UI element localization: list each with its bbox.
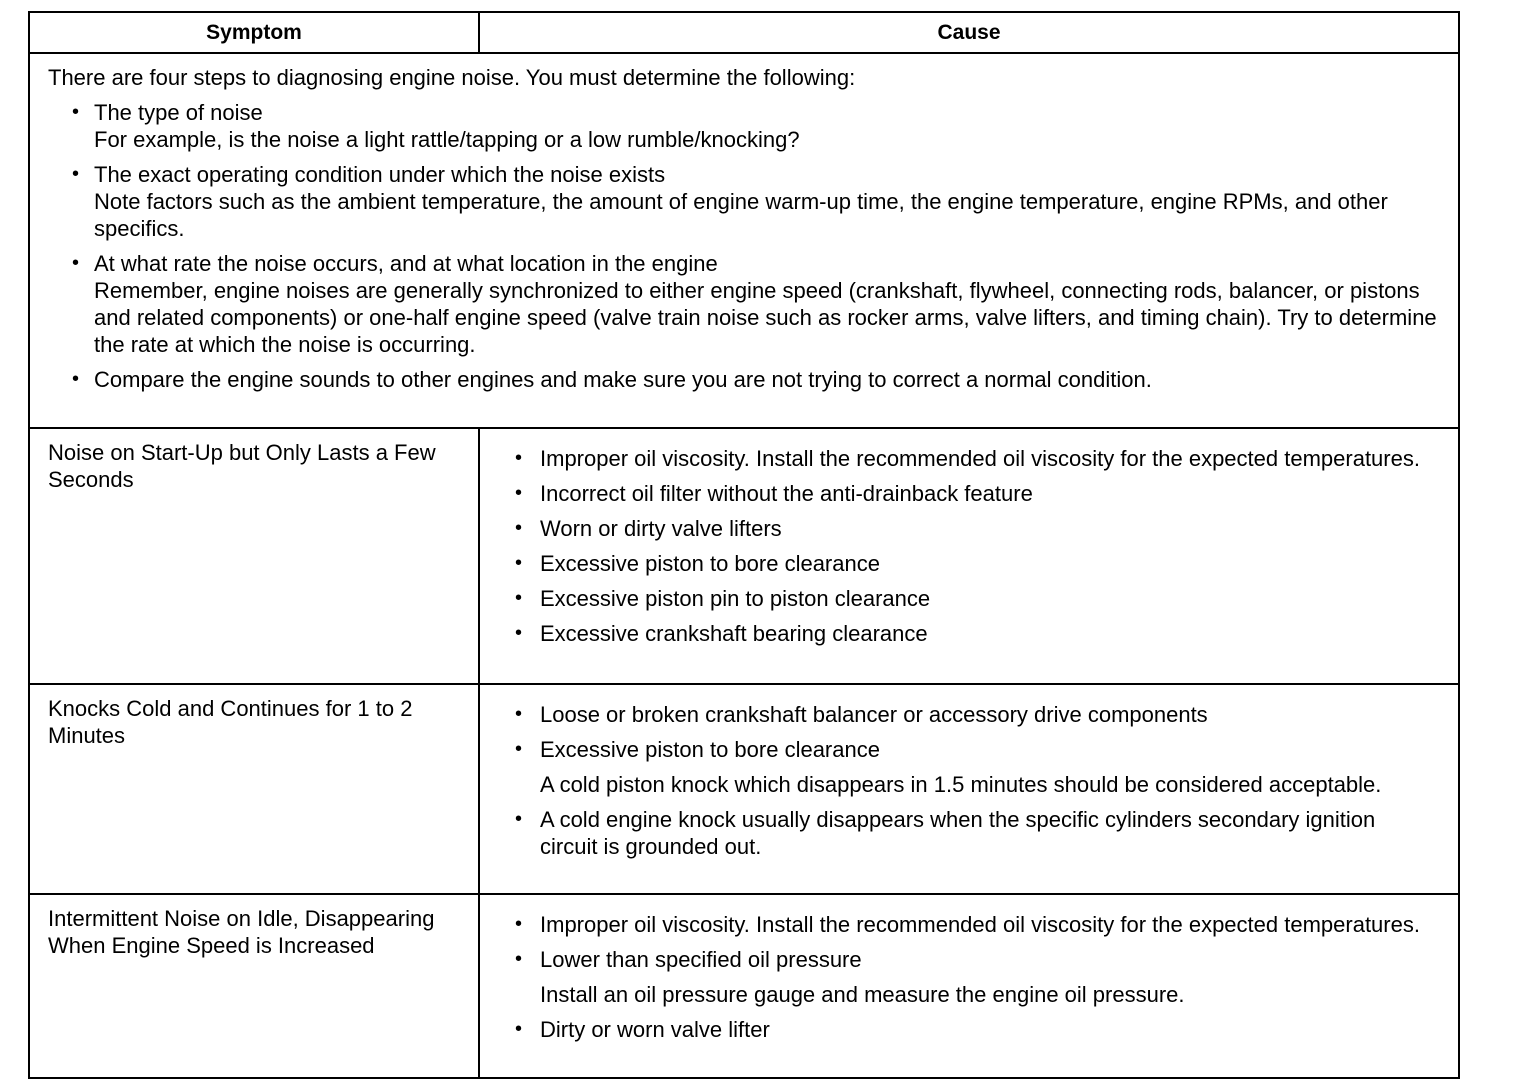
symptom-cell: Intermittent Noise on Idle, Disappearing When Engine Speed is Increased	[30, 895, 480, 1077]
symptom-cell: Noise on Start-Up but Only Lasts a Few Seconds	[30, 429, 480, 683]
intro-section	[30, 54, 1458, 429]
intro-bullet: • The type of noise	[48, 99, 1440, 126]
cause-detail: Install an oil pressure gauge and measure the engine oil pressure.	[540, 982, 1185, 1007]
intro-bullet: • At what rate the noise occurs, and at what location in the engine	[48, 250, 1440, 277]
cause-item: • Dirty or worn valve lifter	[510, 1016, 1428, 1043]
cause-item: • Improper oil viscosity. Install the recommended oil viscosity for the expected temperatures.	[510, 445, 1428, 472]
cause-cell	[480, 429, 1458, 683]
cause-item: • Worn or dirty valve lifters	[510, 515, 1428, 542]
table-header-row	[30, 13, 1458, 54]
cause-detail: A cold piston knock which disappears in 1.5 minutes should be considered acceptable.	[540, 772, 1382, 797]
cause-item: • Loose or broken crankshaft balancer or accessory drive components	[510, 701, 1428, 728]
cause-item: • Excessive crankshaft bearing clearance	[510, 620, 1428, 647]
cause-item: • Excessive piston to bore clearance	[510, 550, 1428, 577]
intro-text: There are four steps to diagnosing engine noise. You must determine the following:	[48, 65, 856, 90]
cause-column-header: Cause	[937, 20, 1001, 44]
cause-item: • Lower than specified oil pressure	[510, 946, 1428, 973]
diagnosis-table	[28, 11, 1460, 1079]
symptom-column-header: Symptom	[30, 13, 480, 52]
symptom-cell: Knocks Cold and Continues for 1 to 2 Minutes	[30, 685, 480, 893]
table-row	[30, 895, 1458, 1077]
intro-detail: For example, is the noise a light rattle/tapping or a low rumble/knocking?	[94, 127, 800, 152]
intro-detail: Remember, engine noises are generally synchronized to either engine speed (crankshaft, flywheel, connecting rods, balancer, or pistons and related components) or one-half engine speed (valve train noise such as rocker arms, valve lifters, and timing chain). Try to determine the rate at which the noise is occurring.	[94, 278, 1437, 357]
intro-detail: Note factors such as the ambient temperature, the amount of engine warm-up time, the engine temperature, engine RPMs, and other specifics.	[94, 189, 1388, 241]
cause-cell	[480, 895, 1458, 1077]
cause-cell	[480, 685, 1458, 893]
intro-bullet: • The exact operating condition under which the noise exists	[48, 161, 1440, 188]
cause-item: • Incorrect oil filter without the anti-drainback feature	[510, 480, 1428, 507]
cause-item: • Excessive piston pin to piston clearance	[510, 585, 1428, 612]
cause-item: • A cold engine knock usually disappears when the specific cylinders secondary ignition circuit is grounded out.	[510, 806, 1428, 860]
intro-bullet: • Compare the engine sounds to other engines and make sure you are not trying to correct a normal condition.	[48, 366, 1440, 393]
cause-item: • Improper oil viscosity. Install the recommended oil viscosity for the expected temperatures.	[510, 911, 1428, 938]
table-row	[30, 685, 1458, 895]
cause-item: • Excessive piston to bore clearance	[510, 736, 1428, 763]
table-row	[30, 429, 1458, 685]
